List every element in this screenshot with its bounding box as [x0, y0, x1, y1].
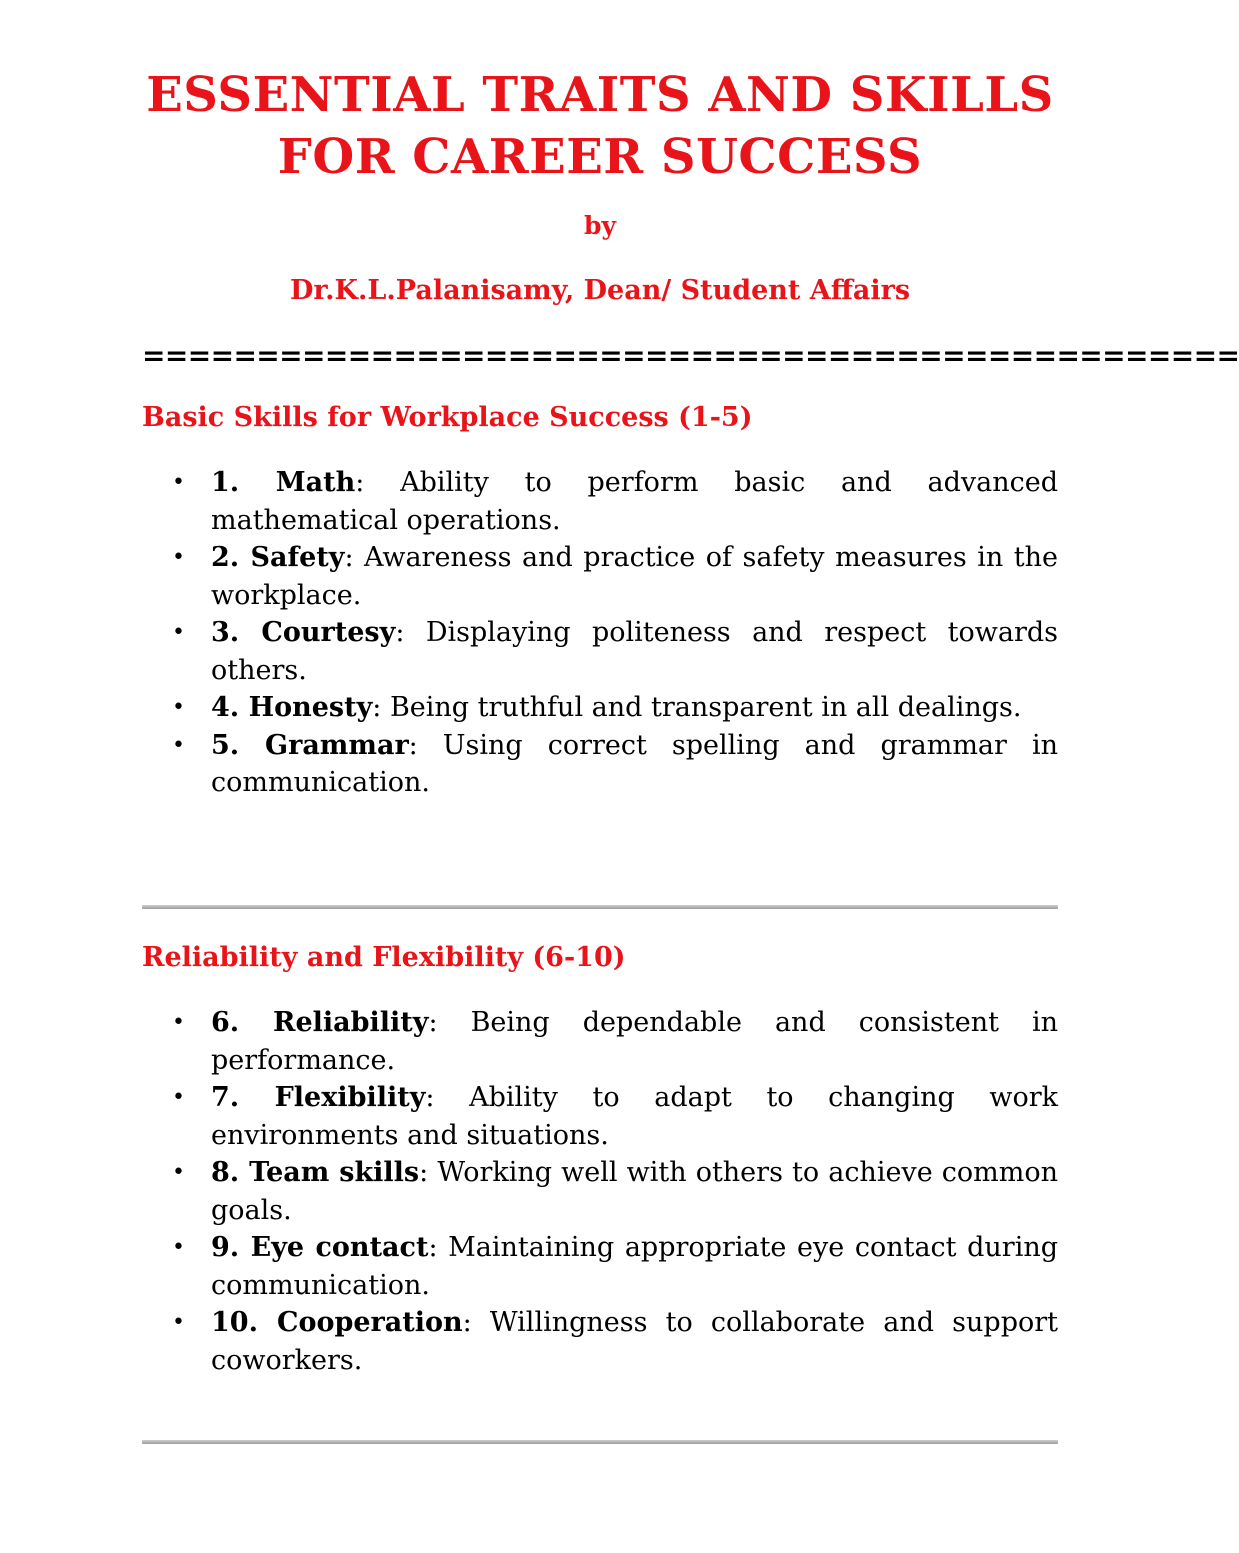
document-page: [142, 0, 1239, 802]
item-desc: : Working well with others to achieve common goals.: [211, 1157, 1058, 1226]
list-item: [142, 614, 1058, 689]
author-line: Dr.K.L.Palanisamy, Dean/ Student Affairs: [289, 275, 911, 306]
item-term: 3. Courtesy: [211, 617, 396, 648]
list-item: [142, 539, 1058, 614]
item-desc: : Willingness to collaborate and support coworkers.: [211, 1307, 1058, 1376]
bullet-icon: •: [172, 470, 185, 495]
document-title: ESSENTIAL TRAITS AND SKILLS FOR CAREER SUCCESS: [146, 67, 1054, 185]
item-desc: : Displaying politeness and respect towards others.: [211, 617, 1058, 686]
reliability-list: [142, 1004, 1058, 1379]
byline-by: by: [583, 211, 616, 240]
list-item: [142, 1229, 1058, 1304]
item-desc: : Using correct spelling and grammar in communication.: [211, 729, 1058, 798]
item-term: 4. Honesty: [211, 692, 373, 723]
item-term: 8. Team skills: [211, 1157, 420, 1188]
section-heading-reliability: Reliability and Flexibility (6-10): [142, 942, 626, 973]
bullet-icon: •: [172, 1085, 185, 1110]
item-term: 2. Safety: [211, 542, 345, 573]
item-term: 9. Eye contact: [211, 1232, 429, 1263]
item-term: 7. Flexibility: [211, 1082, 426, 1113]
list-item: [142, 464, 1058, 539]
item-desc: : Maintaining appropriate eye contact during communication.: [211, 1232, 1059, 1301]
basic-skills-list: [142, 464, 1058, 802]
section-reliability: [142, 940, 1058, 1379]
bullet-icon: •: [172, 1235, 185, 1260]
bullet-icon: •: [172, 1160, 185, 1185]
bullet-icon: •: [172, 732, 185, 758]
list-item: [142, 1079, 1058, 1154]
list-item: [142, 1004, 1058, 1079]
list-item: [142, 689, 1058, 727]
bullet-icon: •: [172, 1010, 185, 1035]
equals-divider: ================================================: [142, 339, 1239, 372]
section-heading-basic-skills: Basic Skills for Workplace Success (1-5): [142, 402, 753, 433]
bullet-icon: •: [172, 620, 185, 645]
bullet-icon: •: [172, 695, 185, 720]
item-term: 6. Reliability: [211, 1007, 429, 1038]
list-item: [142, 727, 1058, 802]
list-item: [142, 1304, 1058, 1379]
item-term: 10. Cooperation: [211, 1307, 463, 1338]
item-desc: : Being dependable and consistent in performance.: [211, 1007, 1058, 1076]
item-desc: : Ability to adapt to changing work environments and situations.: [211, 1082, 1058, 1151]
list-item: [142, 1154, 1058, 1229]
item-term: 5. Grammar: [211, 729, 409, 761]
item-term: 1. Math: [211, 467, 356, 498]
item-desc: : Being truthful and transparent in all dealings.: [372, 692, 1022, 723]
item-desc: : Awareness and practice of safety measures in the workplace.: [211, 542, 1058, 611]
bullet-icon: •: [172, 545, 185, 570]
bullet-icon: •: [172, 1310, 185, 1335]
item-desc: : Ability to perform basic and advanced mathematical operations.: [211, 467, 1058, 536]
section-rule: [142, 905, 1058, 909]
section-rule: [142, 1440, 1058, 1444]
